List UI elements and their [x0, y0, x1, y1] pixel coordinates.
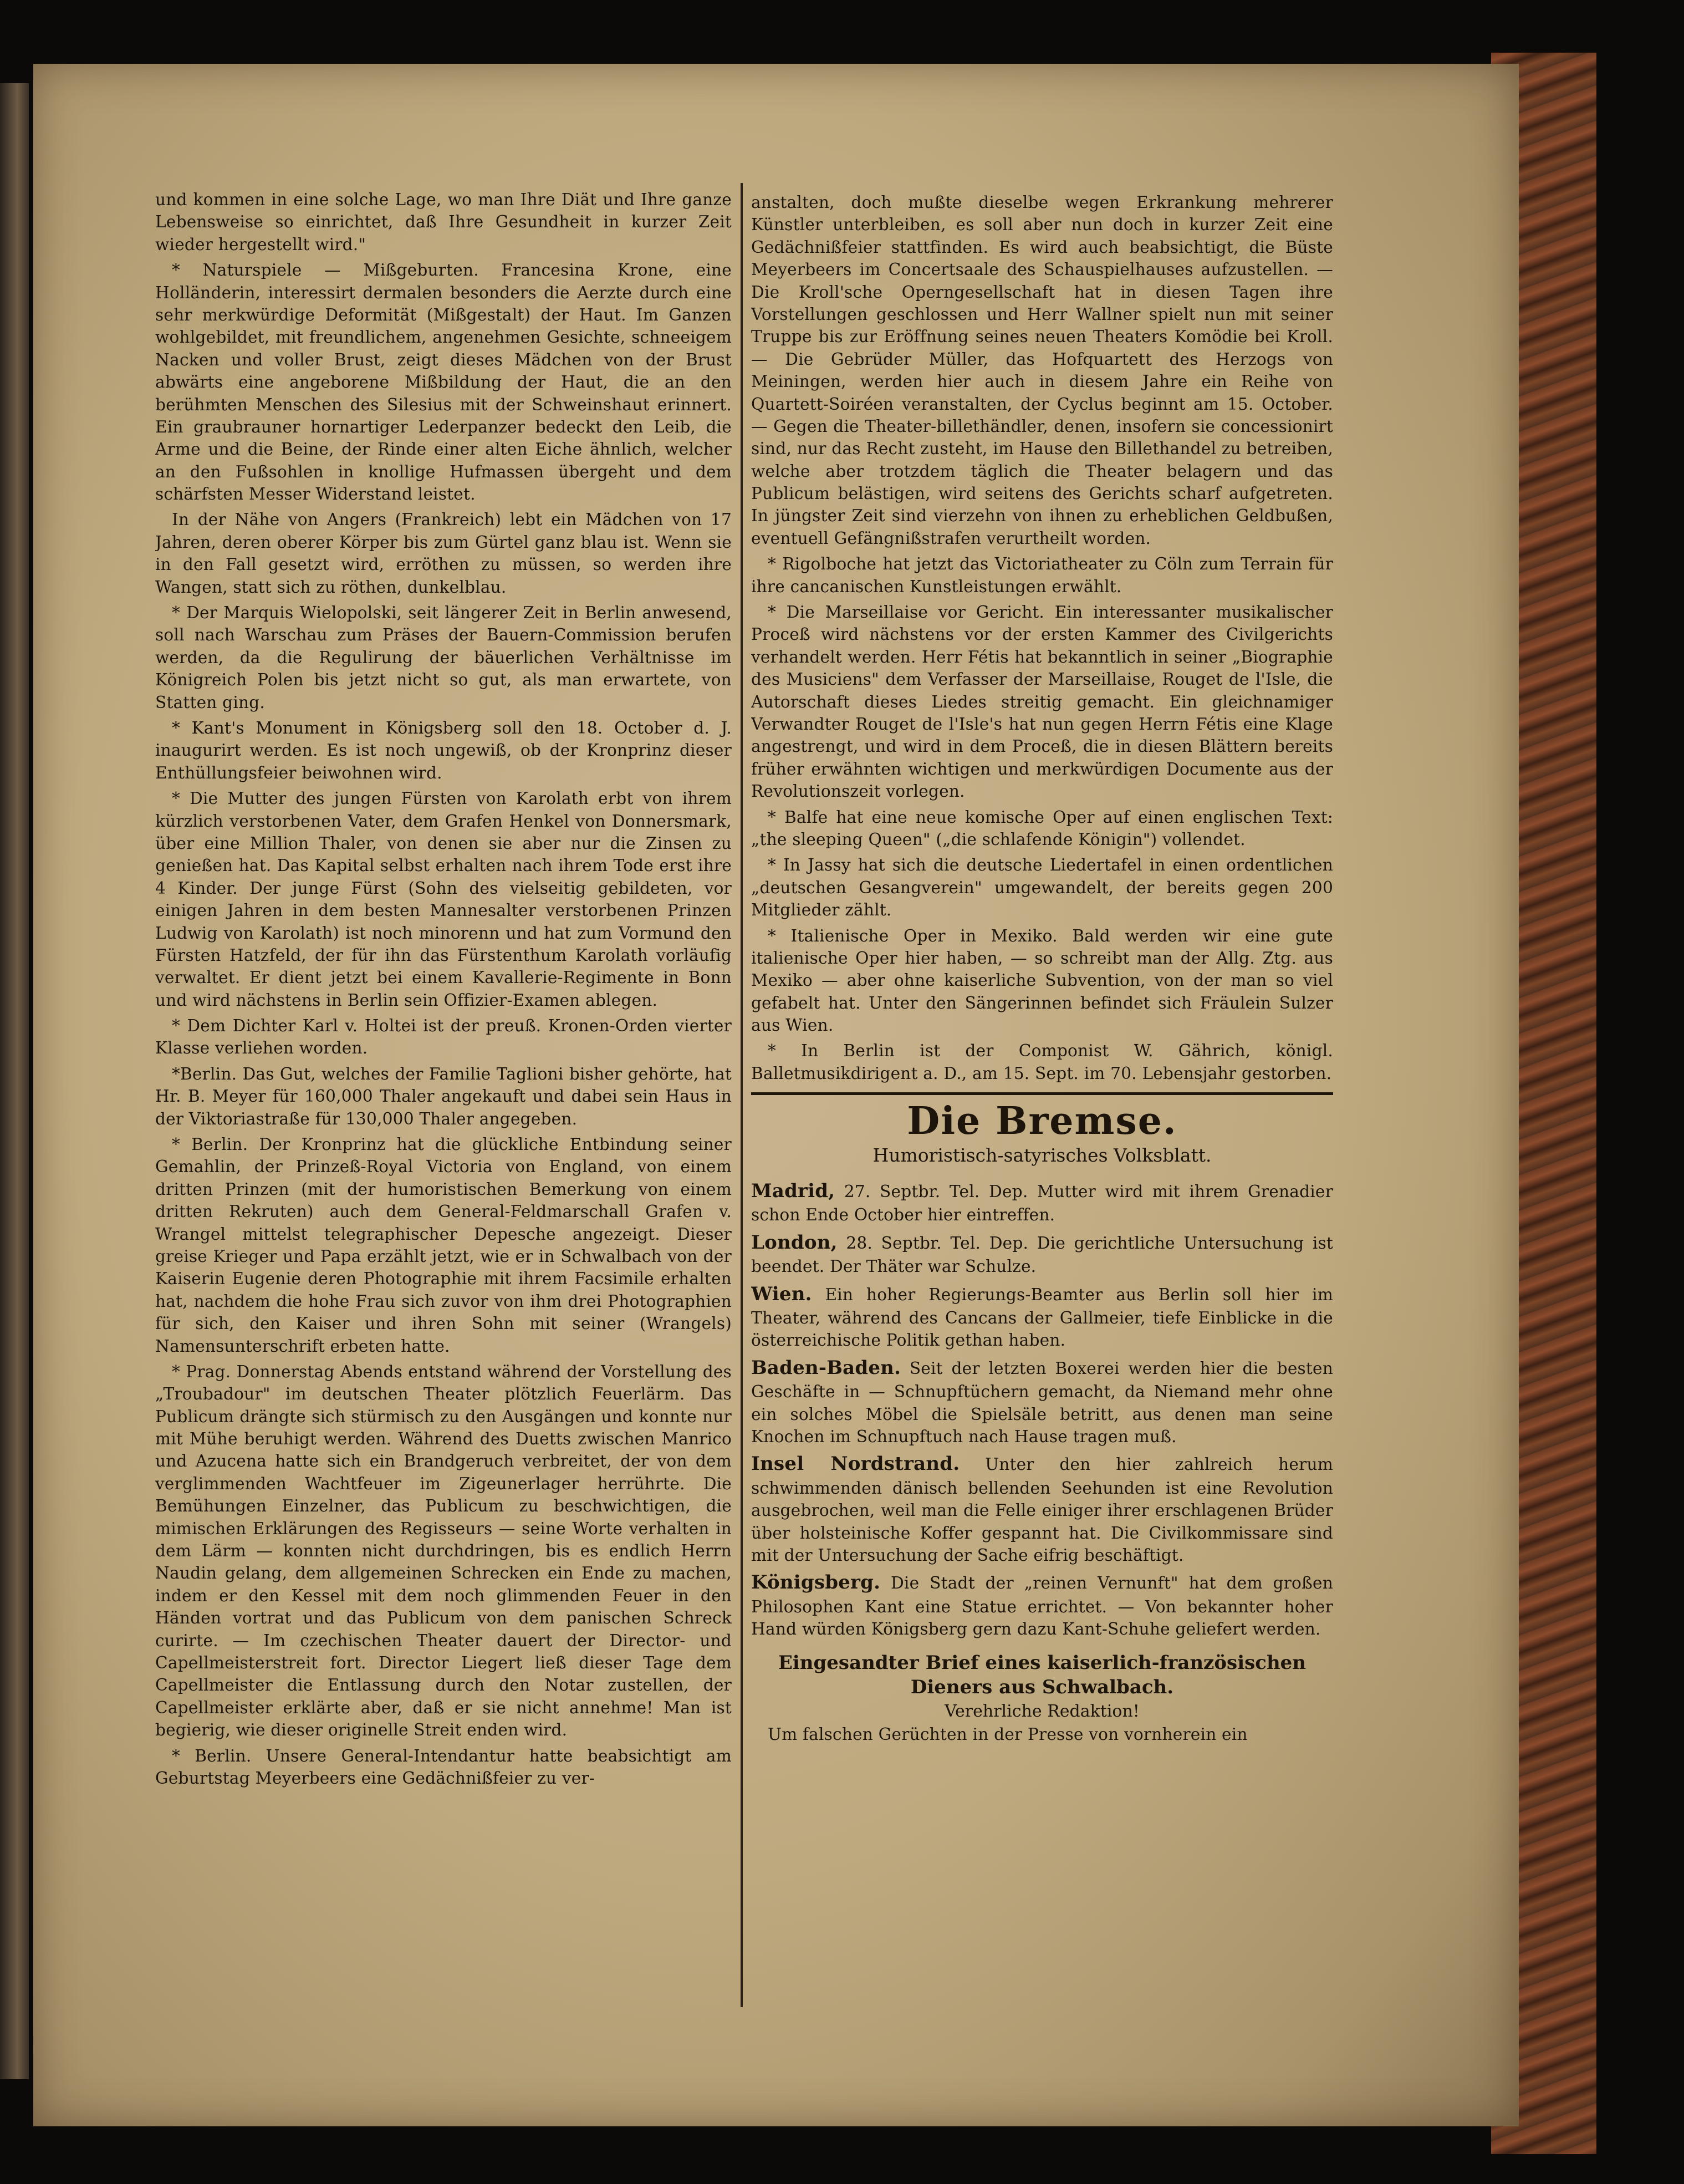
article-paragraph: In der Nähe von Angers (Frankreich) lebt ein Mädchen von 17 Jahren, deren oberer Körper bis zum Gürtel ganz blau ist. Wenn sie in den Fall gesetzt wird, erröthen zu müssen, so werden ihre Wangen, statt sich zu röthen, dunkelblau.	[155, 510, 732, 597]
article-paragraph: * In Jassy hat sich die deutsche Liedertafel in einen ordentlichen „deutschen Gesangverein" umgewandelt, der bereits gegen 200 Mitglieder zählt.	[751, 856, 1333, 920]
dateline: Madrid,	[751, 1180, 835, 1203]
article-paragraph: * Dem Dichter Karl v. Holtei ist der preuß. Kronen-Orden vierter Klasse verliehen worden.	[155, 1016, 732, 1058]
dateline: Wien.	[751, 1282, 812, 1305]
article-paragraph: * Der Marquis Wielopolski, seit längerer Zeit in Berlin anwesend, soll nach Warschau zum Präses der Bauern-Commission berufen werden, da die Regulirung der bäuerlichen Verhältnisse im Königreich Polen bis jetzt nicht so gut, als man erwartete, von Statten ging.	[155, 603, 732, 712]
article-paragraph: * Berlin. Der Kronprinz hat die glückliche Entbindung seiner Gemahlin, der Prinzeß-Royal Victoria von England, von einem dritten Prinzen (mit der humoristischen Bemerkung von einem dritten Rekruten) auch dem General-Feldmarschall Grafen v. Wrangel mittelst telegraphischer Depesche angezeigt. Dieser greise Krieger und Papa erzählt jetzt, wie er in Schwalbach von der Kaiserin Eugenie deren Photographie mit ihrem Facsimile erhalten hat, nachdem die hohe Frau sich zuvor von ihm drei Photographien für sich, den Kaiser und ihren Sohn mit seiner (Wrangels) Namensunterschrift erbeten hatte.	[155, 1135, 732, 1356]
letter-text: Um falschen Gerüchten in der Presse von vornherein ein	[768, 1724, 1248, 1744]
article-paragraph: * Die Mutter des jungen Fürsten von Karolath erbt von ihrem kürzlich verstorbenen Vater, dem Grafen Henkel von Donnersmark, über eine Million Thaler, von denen sie aber nur die Zinsen zu genießen hat. Das Kapital selbst erhalten nach ihrem Tode erst ihre 4 Kinder. Der junge Fürst (Sohn des vielseitig gebildeten, vor einigen Jahren in dem besten Mannesalter verstorbenen Prinzen Ludwig von Karolath) ist noch minorenn und hat zum Vormund den Fürsten Hatzfeld, der für ihn das Fürstenthum Karolath vorläufig verwaltet. Er dient jetzt bei einem Kavallerie-Regimente in Bonn und wird nächstens in Berlin sein Offizier-Examen ablegen.	[155, 789, 732, 1010]
dateline: Königsberg.	[751, 1571, 881, 1594]
letter-salutation: Verehrliche Redaktion!	[945, 1701, 1140, 1721]
item-text: Ein hoher Regierungs-Beamter aus Berlin soll hier im Theater, während des Cancans der Gallmeier, tiefe Einblicke in die österreichische Politik gethan haben.	[751, 1285, 1333, 1350]
previous-page-edge	[0, 83, 29, 2079]
item-text: Seit der letzten Boxerei werden hier die besten Geschäfte in — Schnupftüchern gemacht, da Niemand mehr ohne ein solches Möbel die Spielsäle betritt, aus denen man seine Knochen im Schnupftuch nach Hause tragen muß.	[751, 1358, 1333, 1446]
article-paragraph: * Prag. Donnerstag Abends entstand während der Vorstellung des „Troubadour" im deutschen Theater plötzlich Feuerlärm. Das Publicum drängte sich stürmisch zu den Ausgängen und konnte nur mit Mühe beruhigt werden. Während des Duetts zwischen Manrico und Azucena hatte sich ein Brandgeruch verbreitet, der von dem verglimmenden Wachtfeuer im Zigeunerlager herrührte. Die Bemühungen Einzelner, das Publicum zu beschwichtigen, die mimischen Erklärungen des Regisseurs — seine Worte verhalten in dem Lärm — konnten nicht durchdringen, bis es endlich Herrn Naudin gelang, dem allgemeinen Schrecken ein Ende zu machen, indem er den Kessel mit dem noch glimmenden Feuer in den Händen vortrat und das Publicum von dem panischen Schreck curirte. — Im czechischen Theater dauert der Director- und Capellmeisterstreit fort. Director Liegert ließ dieser Tage dem Capellmeister die Entlassung durch den Notar zustellen, der Capellmeister erklärte aber, daß er sie nicht annehme! Man ist begierig, wie dieser originelle Streit enden wird.	[155, 1362, 732, 1740]
bremse-item	[751, 1570, 1333, 1640]
item-text: 27. Septbr. Tel. Dep. Mutter wird mit ihrem Grenadier schon Ende October hier eintreffen.	[751, 1182, 1333, 1225]
article-paragraph: * In Berlin ist der Componist W. Gährich, königl. Balletmusikdirigent a. D., am 15. Sept. im 70. Lebensjahr gestorben.	[751, 1041, 1333, 1083]
item-text: 28. Septbr. Tel. Dep. Die gerichtliche Untersuchung ist beendet. Der Thäter war Schulze.	[751, 1233, 1333, 1276]
letter-headline: Eingesandter Brief eines kaiserlich-französischen Dieners aus Schwalbach.	[778, 1651, 1307, 1698]
bremse-item	[751, 1230, 1333, 1278]
dateline: Insel Nordstrand.	[751, 1453, 960, 1475]
bremse-masthead: Die Bremse.	[907, 1099, 1177, 1144]
bremse-subtitle: Humoristisch-satyrisches Volksblatt.	[872, 1144, 1212, 1167]
article-paragraph: *Berlin. Das Gut, welches der Familie Taglioni bisher gehörte, hat Hr. B. Meyer für 160,000 Thaler angekauft und dabei sein Haus in der Viktoriastraße für 130,000 Thaler angegeben.	[155, 1064, 732, 1128]
article-paragraph: * Balfe hat eine neue komische Oper auf einen englischen Text: „the sleeping Queen" („die schlafende Königin") vollendet.	[751, 807, 1333, 849]
right-column	[751, 191, 1333, 1993]
dateline: Baden-Baden.	[751, 1356, 901, 1379]
article-paragraph: * Die Marseillaise vor Gericht. Ein interessanter musikalischer Proceß wird nächstens vor der ersten Kammer des Civilgerichts verhandelt werden. Herr Fétis hat bekanntlich in seiner „Biographie des Musiciens" dem Verfasser der Marseillaise, Rouget de l'Isle, die Autorschaft dieses Liedes streitig gemacht. Ein gleichnamiger Verwandter Rouget de l'Isle's hat nun gegen Herrn Fétis eine Klage angestrengt, und wird in dem Proceß, die in diesen Blättern bereits früher erwähnten wichtigen und merkwürdigen Documente aus der Revolutionszeit vorlegen.	[751, 603, 1333, 801]
bremse-item	[751, 1355, 1333, 1448]
article-paragraph: * Berlin. Unsere General-Intendantur hatte beabsichtigt am Geburtstag Meyerbeers eine Gedächnißfeier zu ver-	[155, 1746, 732, 1788]
bremse-item	[751, 1451, 1333, 1566]
article-paragraph: * Naturspiele — Mißgeburten. Francesina Krone, eine Holländerin, interessirt dermalen besonders die Aerzte durch eine sehr merkwürdige Deformität (Mißgestalt) der Haut. Im Ganzen wohlgebildet, mit freundlichem, angenehmen Gesichte, schneeigem Nacken und voller Brust, zeigt dieses Mädchen von der Brust abwärts eine angeborene Mißbildung der Haut, die an den berühmten Menschen des Silesius mit der Schweinshaut erinnert. Ein graubrauner hornartiger Lederpanzer bedeckt den Leib, die Arme und die Beine, der Rinde einer alten Eiche ähnlich, welcher an den Fußsohlen in knollige Hufmassen übergeht und dem schärfsten Messer Widerstand leistet.	[155, 261, 732, 504]
section-rule	[751, 1092, 1333, 1095]
item-text: Die Stadt der „reinen Vernunft" hat dem großen Philosophen Kant eine Statue errichtet. — Von bekannter hoher Hand würden Königsberg gern dazu Kant-Schuhe geliefert werden.	[751, 1574, 1333, 1639]
dateline: London,	[751, 1231, 838, 1254]
article-paragraph: anstalten, doch mußte dieselbe wegen Erkrankung mehrerer Künstler unterbleiben, es soll aber nun doch in kurzer Zeit eine Gedächnißfeier stattfinden. Es wird auch beabsichtigt, die Büste Meyerbeers im Concertsaale des Schauspielhauses aufzustellen. — Die Kroll'sche Operngesellschaft hat in diesen Tagen ihre Vorstellungen geschlossen und Herr Wallner spielt nun mit seiner Truppe bis zur Eröffnung seines neuen Theaters Komödie bei Kroll. — Die Gebrüder Müller, das Hofquartett des Herzogs von Meiningen, werden hier auch in diesem Jahre ein Reihe von Quartett-Soiréen veranstalten, der Cyclus beginnt am 15. October. — Gegen die Theater-billethändler, denen, insofern sie concessionirt sind, nur das Recht zusteht, im Hause den Billethandel zu betreiben, welche aber trotzdem täglich die Theater belagern und das Publicum belästigen, wird seitens des Gerichts scharf aufgetreten. In jüngster Zeit sind vierzehn von ihnen zu erheblichen Geldbußen, eventuell Gefängnißstrafen verurtheilt worden.	[751, 193, 1333, 548]
column-divider	[741, 183, 743, 2007]
article-paragraph: und kommen in eine solche Lage, wo man Ihre Diät und Ihre ganze Lebensweise so einrichtet, daß Ihre Gesundheit in kurzer Zeit wieder hergestellt wird."	[155, 190, 732, 254]
item-text: Unter den hier zahlreich herum schwimmenden dänisch bellenden Seehunden ist eine Revolution ausgebrochen, weil man die Felle einiger ihrer erschlagenen Brüder über holsteinische Koffer gespannt hat. Die Civilkommissare sind mit der Untersuchung der Sache eifrig beschäftigt.	[751, 1455, 1333, 1565]
article-paragraph: * Rigolboche hat jetzt das Victoriatheater zu Cöln zum Terrain für ihre cancanischen Kunstleistungen erwählt.	[751, 554, 1333, 596]
bremse-item	[751, 1281, 1333, 1352]
article-paragraph: * Italienische Oper in Mexiko. Bald werden wir eine gute italienische Oper hier haben, — so schreibt man der Allg. Ztg. aus Mexiko — aber ohne kaiserliche Subvention, von der man so viel gefabelt hat. Unter den Sängerinnen befindet sich Fräulein Sulzer aus Wien.	[751, 926, 1333, 1035]
article-paragraph: * Kant's Monument in Königsberg soll den 18. October d. J. inaugurirt werden. Es ist noch ungewiß, ob der Kronprinz dieser Enthüllungsfeier beiwohnen wird.	[155, 718, 732, 782]
left-column	[155, 189, 732, 1974]
bremse-item	[751, 1178, 1333, 1226]
